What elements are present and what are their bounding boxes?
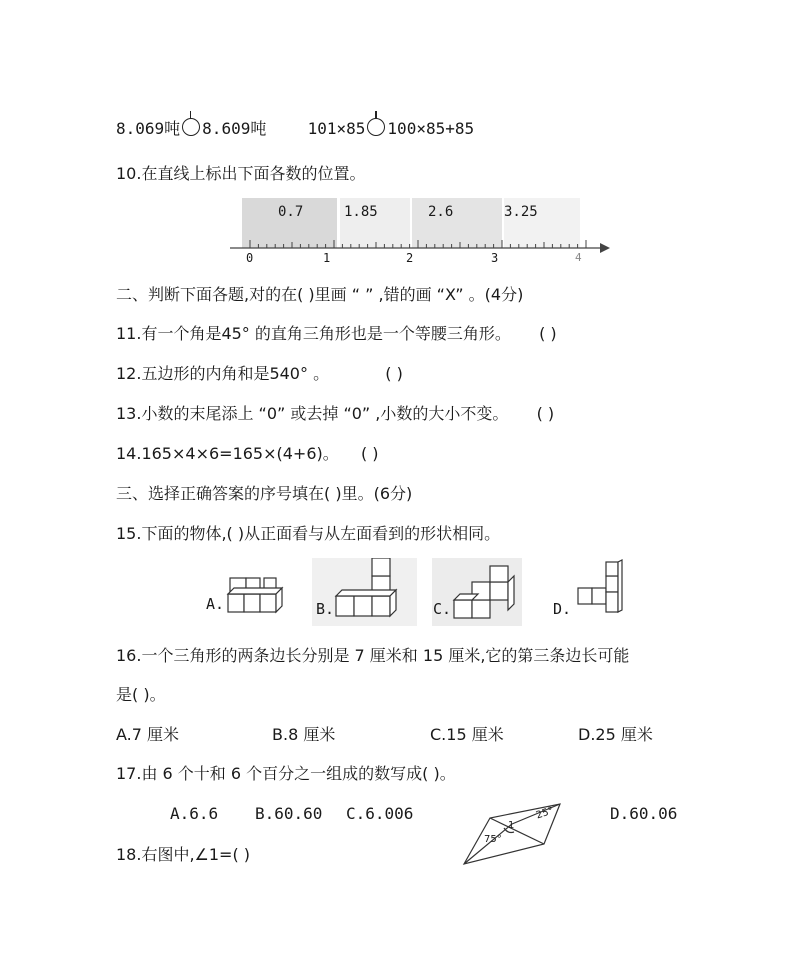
value-0-7: 0.7: [278, 204, 304, 220]
q16-option-d[interactable]: D.25 厘米: [578, 725, 653, 744]
q14-text: 14.165×4×6=165×(4+6)。: [116, 444, 339, 463]
value-1-85: 1.85: [344, 204, 378, 220]
q16-text-line2: 是( )。: [116, 685, 166, 704]
number-line: [230, 232, 610, 270]
q16-text-line1: 16.一个三角形的两条边长分别是 7 厘米和 15 厘米,它的第三条边长可能: [116, 646, 630, 665]
q15-option-a[interactable]: A.: [206, 595, 225, 613]
q12-answer-blank[interactable]: ( ): [385, 364, 403, 383]
q12-row: [116, 363, 403, 385]
q17-option-c[interactable]: C.6.006: [346, 804, 414, 823]
q17-option-a[interactable]: A.6.6: [170, 804, 219, 823]
q17-option-b[interactable]: B.60.60: [255, 804, 323, 823]
q15-cube-figures: [200, 558, 640, 628]
q10-text: 10.在直线上标出下面各数的位置。: [116, 164, 366, 183]
section2-title: 二、判断下面各题,对的在( )里画 “ ” ,错的画 “X” 。(4分): [116, 285, 524, 304]
q9-comparison-row: [116, 118, 474, 140]
q13-row: [116, 403, 554, 425]
q12-text: 12.五边形的内角和是540° 。: [116, 364, 330, 383]
q18-angle-1-label: 1: [508, 820, 515, 831]
q11-row: [116, 323, 557, 345]
q13-answer-blank[interactable]: ( ): [536, 404, 555, 423]
answer-circle-icon[interactable]: [182, 118, 200, 136]
q9-left-a: 8.069吨: [116, 119, 181, 138]
tick-label-4: 4: [575, 251, 582, 264]
q14-answer-blank[interactable]: ( ): [360, 444, 379, 463]
q18-text: 18.右图中,∠1=( ): [116, 845, 251, 864]
q14-row: [116, 443, 379, 465]
q9-right-b: 100×85+85: [387, 119, 475, 138]
q15-option-c[interactable]: C.: [433, 600, 452, 618]
q13-text: 13.小数的末尾添上 “0” 或去掉 “0” ,小数的大小不变。: [116, 404, 509, 423]
q17-option-d[interactable]: D.60.06: [610, 804, 678, 823]
q11-text: 11.有一个角是45° 的直角三角形也是一个等腰三角形。: [116, 324, 511, 343]
q18-angle-25: 25°: [534, 805, 555, 822]
q18-angle-75: 75°: [484, 834, 502, 845]
tick-label-3: 3: [491, 251, 499, 265]
q15-text: 15.下面的物体,( )从正面看与从左面看到的形状相同。: [116, 524, 501, 543]
q15-option-b[interactable]: B.: [316, 600, 335, 618]
tick-label-1: 1: [323, 251, 331, 265]
q17-text: 17.由 6 个十和 6 个百分之一组成的数写成( )。: [116, 764, 456, 783]
q15-option-d[interactable]: D.: [553, 600, 572, 618]
q16-option-b[interactable]: B.8 厘米: [272, 725, 336, 744]
number-line-figure: [230, 192, 610, 270]
q16-option-a[interactable]: A.7 厘米: [116, 725, 180, 744]
value-2-6: 2.6: [428, 204, 454, 220]
q9-left-b: 101×85: [307, 119, 366, 138]
answer-circle-icon[interactable]: [367, 118, 385, 136]
tick-label-2: 2: [406, 251, 414, 265]
value-3-25: 3.25: [504, 204, 538, 220]
tick-label-0: 0: [246, 251, 254, 265]
q11-answer-blank[interactable]: ( ): [539, 324, 557, 343]
q9-right-a: 8.609吨: [202, 119, 267, 138]
section3-title: 三、选择正确答案的序号填在( )里。(6分): [116, 484, 413, 503]
q16-option-c[interactable]: C.15 厘米: [430, 725, 504, 744]
